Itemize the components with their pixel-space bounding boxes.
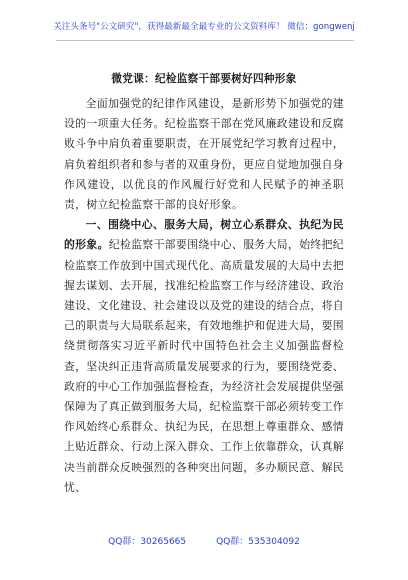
section-1-heading: 一、围绕中心、服务大局，树立心系群众、执纪为民的形象。 (64, 218, 344, 252)
intro-paragraph: 全面加强党的纪律作风建设，是新形势下加强党的建设的一项重大任务。纪检监察干部在党风廉政建设和反腐败斗争中肩负着重要职责，在开展党纪学习教育过程中，肩负着组织者和参与者的双重身份，更应自觉地加强自身作风建设，以优良的作风履行好党和人民赋予的神圣职责，树立纪检监察干部的良好形象。 (64, 97, 344, 212)
header-divider (56, 40, 354, 41)
footer-qq-group-1: QQ群：30265665 (108, 537, 187, 547)
document-title: 微党课：纪检监察干部要树好四种形象 (111, 73, 297, 85)
header-banner: 关注头条号"公文研究"，获得最新最全最专业的公文资料库！ 微信：gongwenj (53, 22, 355, 32)
document-body (64, 94, 344, 498)
section-1-paragraph (64, 215, 344, 498)
footer (0, 534, 408, 547)
section-1-body: 纪检监察干部要围绕中心、服务大局，始终把纪检监察工作放到中国式现代化、高质量发展的大局中去把握去谋划、去开展，找准纪检监察工作与经济建设、政治建设、文化建设、社会建设以及党的建设的结合点，将自己的职责与大局联系起来，有效地维护和促进大局，要围绕贯彻落实习近平新时代中国特色社会主义加强监督检查，坚决纠正违背高质量发展要求的行为，要围绕党委、政府的中心工作加强监督检查，为经济社会发展提供坚强保障为了真正做到服务大局，纪检监察干部必须转变工作作风始终心系群众、执纪为民，在思想上尊重群众、感情上贴近群众、行动上深入群众、工作上依靠群众，认真解决当前群众反映强烈的各种突出问题，多办顺民意、解民忧、 (64, 238, 344, 494)
footer-qq-group-2: QQ群：535304092 (216, 537, 300, 547)
